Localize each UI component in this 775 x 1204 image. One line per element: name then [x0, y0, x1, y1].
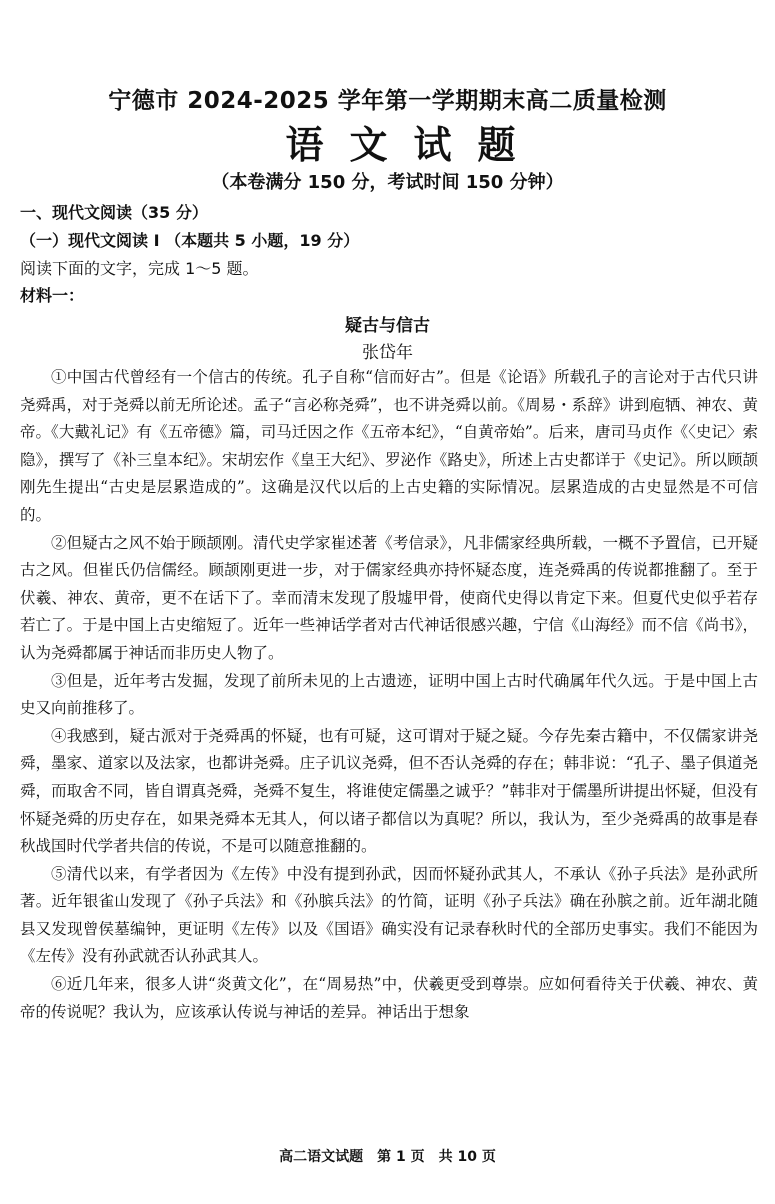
paragraph-6: ⑥近几年来，很多人讲“炎黄文化”，在“周易热”中，伏羲更受到尊崇。应如何看待关于伏羲、神农、黄帝的传说呢？我认为，应该承认传说与神话的差异。神话出于想象 [20, 975, 758, 1021]
article-title: 疑古与信古 [345, 316, 430, 336]
paragraph-4: ④我感到，疑古派对于尧舜禹的怀疑，也有可疑，这可谓对于疑之疑。今存先秦古籍中，不仅儒家讲尧舜，墨家、道家以及法家，也都讲尧舜。庄子讥议尧舜，但不否认尧舜的存在；韩非说：“孔子、墨子俱道尧舜，而取舍不同，皆自谓真尧舜，尧舜不复生，将谁使定儒墨之诚乎？”韩非对于儒墨所讲提出怀疑，但没有怀疑尧舜的历史存在，如果尧舜本无其人，何以诸子都信以为真呢？所以，我认为，至少尧舜禹的故事是春秋战国时代学者共信的传说，不是可以随意推翻的。 [20, 726, 758, 856]
article-body [20, 364, 758, 1026]
page-footer: 高二语文试题 第 1 页 共 10 页 [279, 1149, 496, 1165]
sub-section-heading: （一）现代文阅读 I （本题共 5 小题，19 分） [20, 231, 360, 250]
paragraph-3: ③但是，近年考古发掘，发现了前所未见的上古遗迹，证明中国上古时代确属年代久远。于是中国上古史又向前推移了。 [20, 671, 758, 718]
paragraph-2: ②但疑古之风不始于顾颉刚。清代史学家崔述著《考信录》，凡非儒家经典所载，一概不予置信，已开疑古之风。但崔氏仍信儒经。顾颉刚更进一步，对于儒家经典亦持怀疑态度，连尧舜禹的传说都推翻了。至于伏羲、神农、黄帝，更不在话下了。幸而清末发现了殷墟甲骨，使商代史得以肯定下来。但夏代史似乎若存若亡了。于是中国上古史缩短了。近年一些神话学者对古代神话很感兴趣，宁信《山海经》而不信《尚书》，认为尧舜都属于神话而非历史人物了。 [20, 533, 758, 662]
paragraph-1: ①中国古代曾经有一个信古的传统。孔子自称“信而好古”。但是《论语》所载孔子的言论对于古代只讲尧舜禹，对于尧舜以前无所论述。孟子“言必称尧舜”，也不讲尧舜以前。《周易・系辞》讲到庖牺、神农、黄帝。《大戴礼记》有《五帝德》篇，司马迁因之作《五帝本纪》，“自黄帝始”。后来，唐司马贞作《〈史记〉索隐》，撰写了《补三皇本纪》。宋胡宏作《皇王大纪》、罗泌作《路史》，所述上古史都详于《史记》。所以顾颉刚先生提出“古史是层累造成的”。这确是汉代以后的上古史籍的实际情况。层累造成的古史显然是不可信的。 [20, 368, 758, 524]
article-author: 张岱年 [362, 343, 413, 363]
section-heading: 一、现代文阅读（35 分） [20, 203, 208, 222]
exam-school-title: 宁德市 2024-2025 学年第一学期期末高二质量检测 [108, 88, 667, 114]
paragraph-5: ⑤清代以来，有学者因为《左传》中没有提到孙武，因而怀疑孙武其人，不承认《孙子兵法》是孙武所著。近年银雀山发现了《孙子兵法》和《孙膑兵法》的竹简，证明《孙子兵法》确在孙膑之前。近年湖北随县又发现曾侯墓编钟，更证明《左传》以及《国语》确实没有记录春秋时代的全部历史事实。我们不能因为《左传》没有孙武就否认孙武其人。 [20, 864, 758, 966]
exam-info: （本卷满分 150 分，考试时间 150 分钟） [211, 172, 564, 193]
material-label: 材料一： [20, 286, 85, 305]
reading-instruction: 阅读下面的文字，完成 1～5 题。 [20, 259, 259, 278]
subject-title: 语文试题 [285, 123, 542, 167]
